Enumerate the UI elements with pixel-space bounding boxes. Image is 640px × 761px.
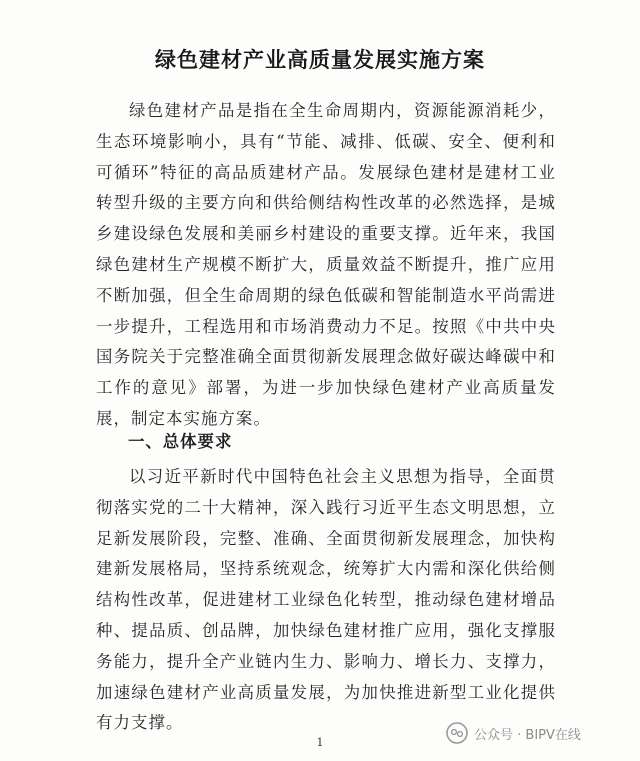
wechat-official-account-icon <box>446 722 468 744</box>
document-title: 绿色建材产业高质量发展实施方案 <box>155 47 485 72</box>
watermark-text: 公众号 · BIPV在线 <box>474 727 581 743</box>
section-heading: 一、总体要求 <box>128 432 233 451</box>
watermark <box>446 720 581 746</box>
section-paragraph: 以习近平新时代中国特色社会主义思想为指导，全面贯彻落实党的二十大精神，深入践行习近平生态文明思想，立足新发展阶段，完整、准确、全面贯彻新发展理念，加快构建新发展格局，坚持系统观念，统筹扩大内需和深化供给侧结构性改革，促进建材工业绿色化转型，推动绿色建材增品种、提品质、创品牌，加快绿色建材推广应用，强化支撑服务能力，提升全产业链内生力、影响力、增长力、支撑力，加速绿色建材产业高质量发展，为加快推进新型工业化提供有力支撑。 <box>96 467 556 733</box>
intro-paragraph: 绿色建材产品是指在全生命周期内，资源能源消耗少，生态环境影响小，具有“节能、减排、低碳、安全、便利和可循环”特征的高品质建材产品。发展绿色建材是建材工业转型升级的主要方向和供给侧结构性改革的必然选择，是城乡建设绿色发展和美丽乡村建设的重要支撑。近年来，我国绿色建材生产规模不断扩大，质量效益不断提升，推广应用不断加强，但全生命周期的绿色低碳和智能制造水平尚需进一步提升，工程选用和市场消费动力不足。按照《中共中央 国务院关于完整准确全面贯彻新发展理念做好碳达峰碳中和工作的意见》部署，为进一步加快绿色建材产业高质量发展，制定本实施方案。 <box>96 101 556 428</box>
page-number: 1 <box>316 736 324 749</box>
